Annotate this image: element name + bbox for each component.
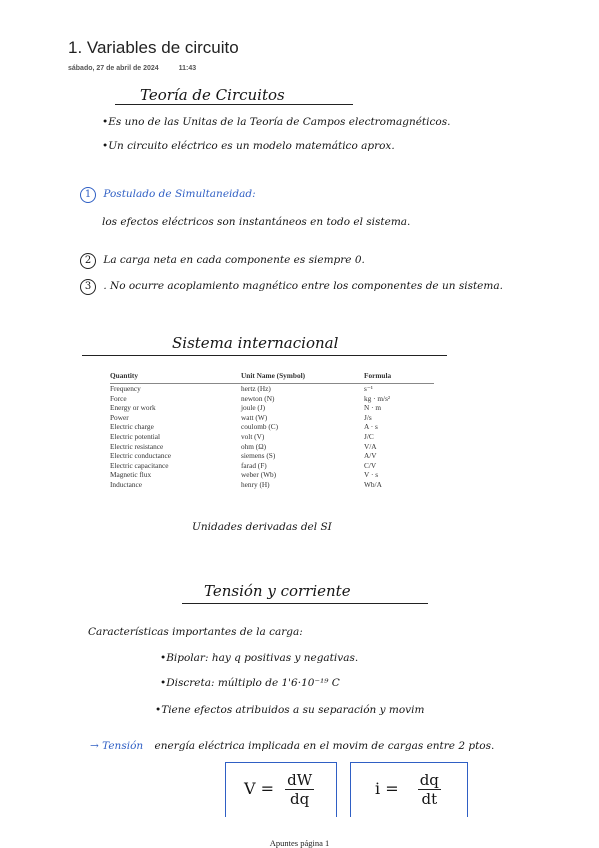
fraction-denominator: dq [290, 790, 310, 808]
table-cell: watt (W) [241, 412, 268, 422]
table-cell: J/C [364, 431, 374, 441]
equation-current-fraction [418, 771, 441, 808]
table-cell: Electric resistance [110, 441, 164, 451]
tension-definition: energía eléctrica implicada en el movim de cargas entre 2 ptos. [154, 740, 495, 752]
table-cell: weber (Wb) [241, 470, 277, 480]
table-row [110, 470, 434, 480]
equation-box-current [350, 762, 468, 817]
table-row [110, 422, 434, 432]
column-header: Unit Name (Symbol) [241, 371, 364, 384]
table-row [110, 461, 434, 471]
postulado-1-number: 1 [80, 187, 96, 203]
fraction-denominator: dt [421, 790, 438, 808]
tension-label: Tensión [102, 740, 144, 752]
postulado-2 [80, 253, 365, 269]
table-row [110, 384, 434, 394]
teoria-bullet-2: •Un circuito eléctrico es un modelo matemático aprox. [102, 140, 395, 152]
si-units-table [110, 371, 434, 490]
postulado-1 [80, 187, 256, 203]
table-row [110, 442, 434, 452]
table-row [110, 432, 434, 442]
page-time: 11:43 [178, 65, 197, 72]
postulado-2-number: 2 [80, 253, 96, 269]
page-footer: Apuntes página 1 [269, 838, 330, 848]
equation-voltage [244, 771, 314, 808]
teoria-bullet-1: •Es uno de las Unitas de la Teoría de Campos electromagnéticos. [102, 116, 451, 128]
table-cell: kg · m/s² [364, 393, 391, 403]
table-cell: A · s [364, 422, 378, 432]
table-cell: Electric potential [110, 431, 161, 441]
si-caption: Unidades derivadas del SI [192, 521, 332, 533]
tension-bullet-2: •Discreta: múltiplo de 1'6·10⁻¹⁹ C [160, 677, 340, 689]
table-cell: Electric capacitance [110, 460, 169, 470]
tension-underline [182, 603, 428, 604]
equation-voltage-fraction [285, 771, 314, 808]
column-header: Quantity [110, 371, 241, 384]
equation-box-voltage [225, 762, 337, 817]
table-cell: Force [110, 393, 127, 403]
table-cell: Energy or work [110, 403, 156, 413]
table-cell: Electric charge [110, 422, 154, 432]
postulado-3-text: . No ocurre acoplamiento magnético entre los componentes de un sistema. [103, 280, 503, 292]
table-cell: newton (N) [241, 393, 275, 403]
table-cell: Wb/A [364, 479, 382, 489]
table-cell: J/s [364, 412, 372, 422]
table-cell: volt (V) [241, 431, 265, 441]
equation-current [375, 771, 441, 808]
postulado-1-text: los efectos eléctricos son instantáneos en todo el sistema. [102, 216, 411, 228]
tension-bullet-1: •Bipolar: hay q positivas y negativas. [160, 652, 359, 664]
table-cell: coulomb (C) [241, 422, 279, 432]
table-cell: C/V [364, 460, 377, 470]
fraction-numerator: dW [287, 771, 313, 789]
sistema-heading: Sistema internacional [172, 334, 339, 352]
teoria-heading: Teoría de Circuitos [140, 86, 285, 104]
table-cell: hertz (Hz) [241, 384, 271, 393]
table-row [110, 413, 434, 423]
postulado-2-text: La carga neta en cada componente es siempre 0. [103, 254, 365, 266]
table-row [110, 480, 434, 490]
table-cell: A/V [364, 451, 377, 461]
teoria-underline [115, 104, 353, 105]
table-cell: Electric conductance [110, 451, 171, 461]
page-title: 1. Variables de circuito [68, 38, 239, 57]
column-header: Formula [364, 371, 434, 384]
page-meta [68, 65, 214, 72]
table-cell: Frequency [110, 384, 141, 393]
tension-bullet-3: •Tiene efectos atribuidos a su separación y movim [155, 704, 425, 716]
table-cell: siemens (S) [241, 451, 276, 461]
table-row [110, 451, 434, 461]
table-cell: s⁻¹ [364, 384, 373, 393]
table-row [110, 394, 434, 404]
table-cell: Power [110, 412, 129, 422]
equation-current-lhs: i = [375, 779, 399, 798]
table-cell: Inductance [110, 479, 143, 489]
postulado-3 [80, 279, 503, 295]
page-date: sábado, 27 de abril de 2024 [68, 65, 159, 72]
sistema-underline [82, 355, 447, 356]
fraction-numerator: dq [419, 771, 439, 789]
tension-definition-line [90, 740, 494, 752]
table-cell: N · m [364, 403, 382, 413]
table-row [110, 403, 434, 413]
tension-heading: Tensión y corriente [204, 582, 351, 600]
table-cell: V/A [364, 441, 377, 451]
equation-voltage-lhs: V = [244, 779, 275, 798]
table-header-row [110, 371, 434, 384]
postulado-1-label: Postulado de Simultaneidad: [103, 188, 256, 200]
table-cell: henry (H) [241, 479, 270, 489]
table-cell: V · s [364, 470, 379, 480]
table-cell: Magnetic flux [110, 470, 152, 480]
table-cell: farad (F) [241, 460, 267, 470]
tension-intro: Características importantes de la carga: [88, 626, 303, 638]
postulado-3-number: 3 [80, 279, 96, 295]
table-cell: joule (J) [241, 403, 266, 413]
arrow-icon: → [90, 740, 99, 752]
table-cell: ohm (Ω) [241, 441, 267, 451]
